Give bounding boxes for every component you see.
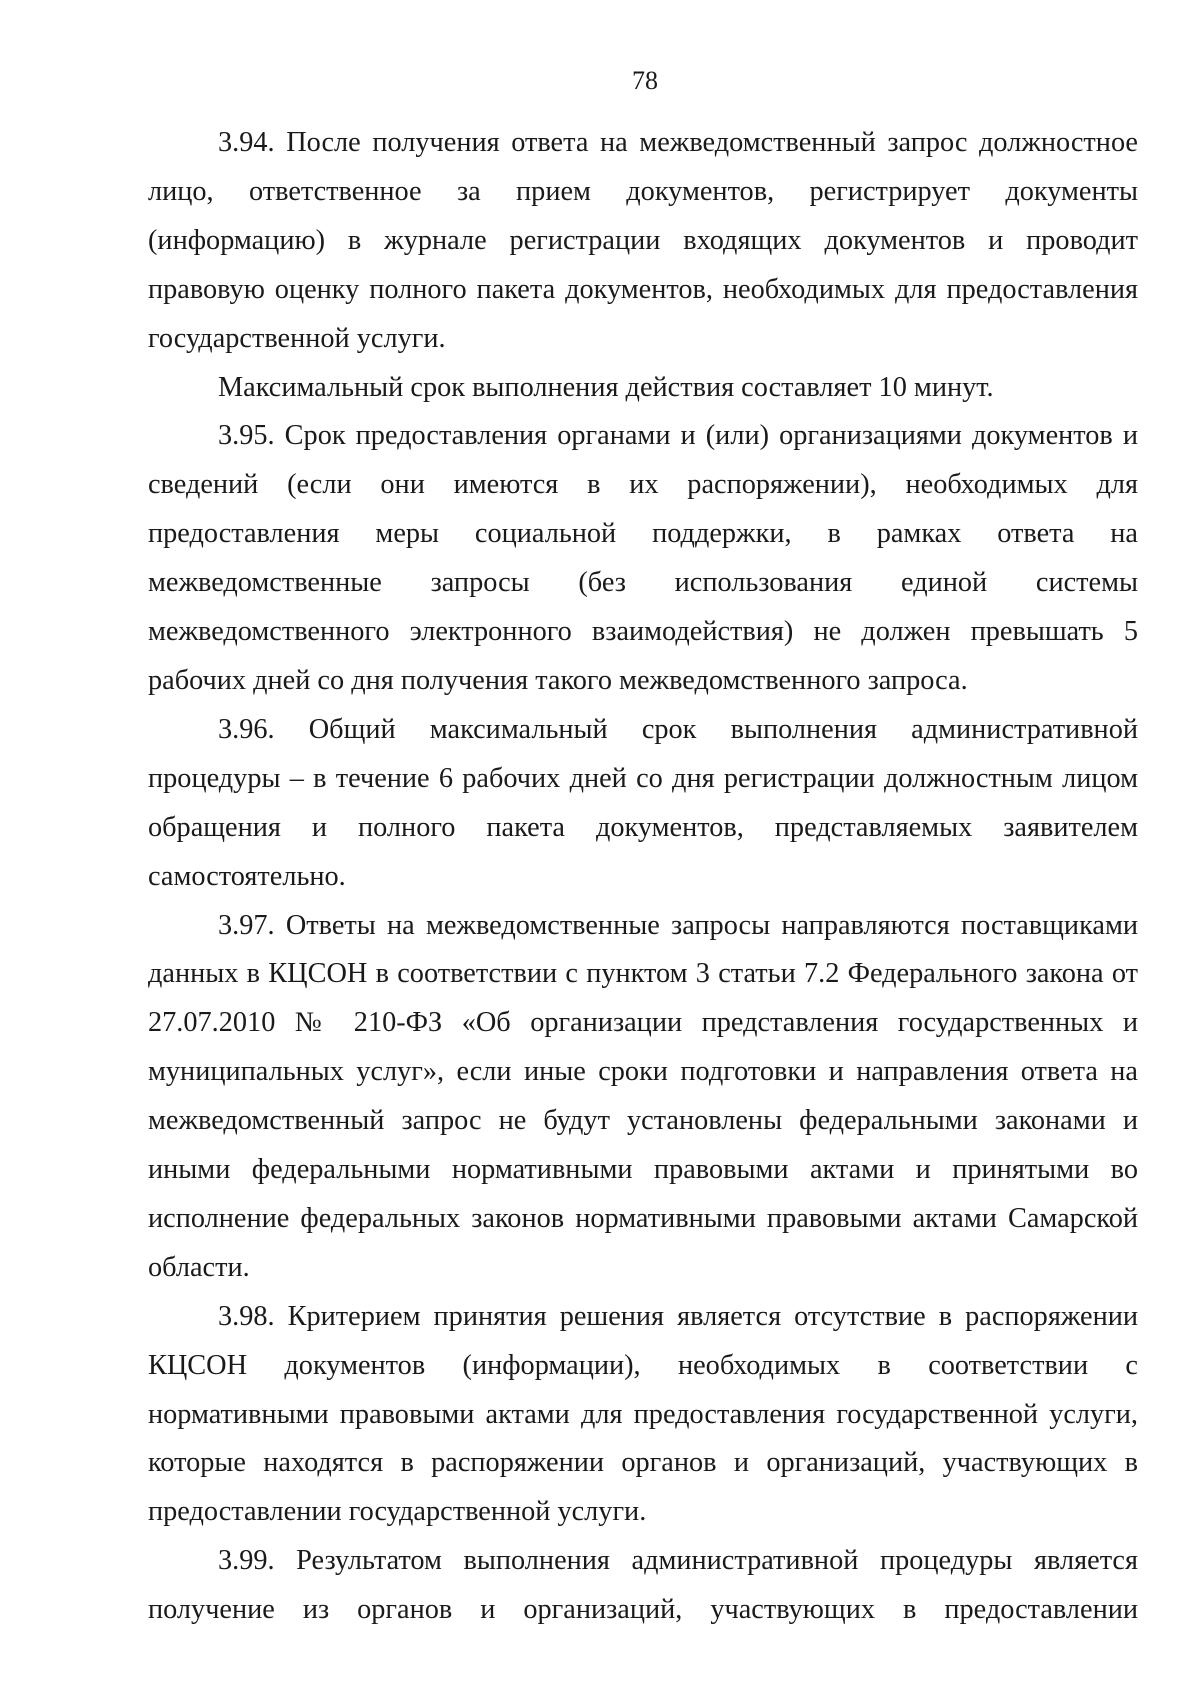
paragraph-3-98: 3.98. Критерием принятия решения является отсутствие в распоряжении КЦСОН документов (информации), необходимых в соответствии с нормативными правовыми актами для предоставления государственной услуги, которые находятся в распоряжении органов и организаций, участвующих в предоставлении государственной услуги. xyxy=(148,1300,1138,1528)
document-body xyxy=(148,119,1138,1635)
paragraph-3-99: 3.99. Результатом выполнения административной процедуры является получение из органов и организаций, участвующих в предоставлении xyxy=(148,1545,1138,1626)
paragraph-3-95: 3.95. Срок предоставления органами и (или) организациями документов и сведений (если они имеются в их распоряжении), необходимых для предоставления меры социальной поддержки, в рамках ответа на межведомственные запросы (без использования единой системы межведомственного электронного взаимодействия) не должен превышать 5 рабочих дней со дня получения такого межведомственного запроса. xyxy=(148,420,1138,696)
paragraph-max-duration: Максимальный срок выполнения действия составляет 10 минут. xyxy=(218,371,994,403)
page-number: 78 xyxy=(632,66,658,95)
paragraph-3-97: 3.97. Ответы на межведомственные запросы направляются поставщиками данных в КЦСОН в соответствии с пунктом 3 статьи 7.2 Федерального закона от 27.07.2010 № 210-ФЗ «Об организации представления государственных и муниципальных услуг», если иные сроки подготовки и направления ответа на межведомственный запрос не будут установлены федеральными законами и иными федеральными нормативными правовыми актами и принятыми во исполнение федеральных законов нормативными правовыми актами Самарской области. xyxy=(148,909,1138,1283)
paragraph-3-94: 3.94. После получения ответа на межведомственный запрос должностное лицо, ответственное за прием документов, регистрирует документы (информацию) в журнале регистрации входящих документов и проводит правовую оценку полного пакета документов, необходимых для предоставления государственной услуги. xyxy=(148,127,1138,354)
paragraph-3-96: 3.96. Общий максимальный срок выполнения административной процедуры – в течение 6 рабочих дней со дня регистрации должностным лицом обращения и полного пакета документов, представляемых заявителем самостоятельно. xyxy=(148,713,1138,892)
